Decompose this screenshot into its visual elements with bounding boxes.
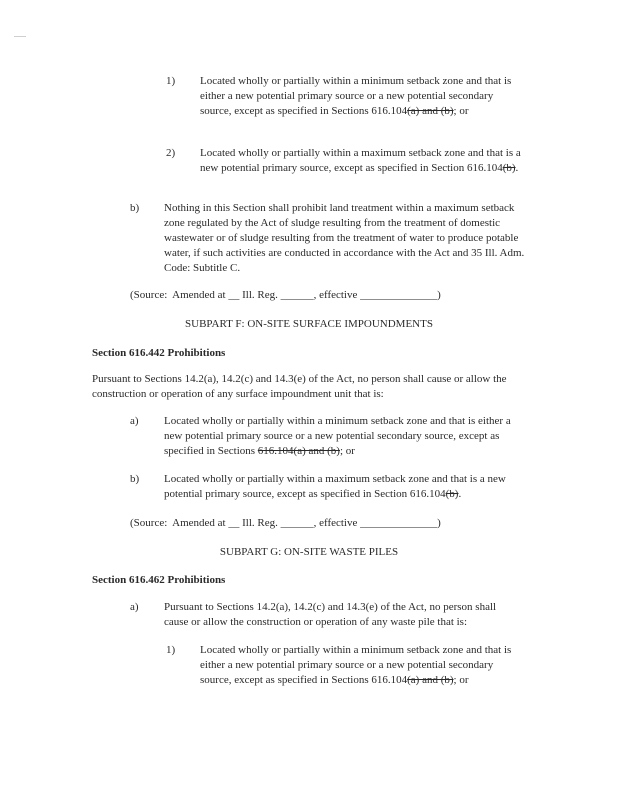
section-title: Section 616.442 Prohibitions xyxy=(92,347,226,359)
subpart-heading: SUBPART G: ON-SITE WASTE PILES xyxy=(219,546,399,558)
item-text: Located wholly or partially within a minimum setback zone and that is either a new potential primary source or a new potential secondary source, except as specified in Sections 616.104(a) and (b); or xyxy=(200,644,512,686)
item-text: Located wholly or partially within a minimum setback zone and that is either a new potential primary source or a new potential secondary source, except as specified in Sections 616.104(a) and (b); or xyxy=(164,415,511,457)
source-note: (Source: Amended at __ Ill. Reg. ______, effective ______________) xyxy=(130,289,441,301)
item-number: 1) xyxy=(166,75,176,87)
item-text: Pursuant to Sections 14.2(a), 14.2(c) and 14.3(e) of the Act, no person shall cause or allow the construction or operation of any waste pile that is: xyxy=(164,601,497,628)
item-number: a) xyxy=(130,415,139,427)
item-text: Located wholly or partially within a maximum setback zone and that is a new potential primary source, except as specified in Section 616.104(b). xyxy=(200,147,521,174)
struck-text: 616.104(a) and (b) xyxy=(257,445,340,457)
source-note: (Source: Amended at __ Ill. Reg. ______, effective ______________) xyxy=(130,517,441,529)
struck-text: (a) and (b) xyxy=(407,674,454,686)
item-text: Located wholly or partially within a minimum setback zone and that is either a new potential primary source or a new potential secondary source, except as specified in Sections 616.104(a) and (b); or xyxy=(200,75,512,117)
item-text: Nothing in this Section shall prohibit land treatment within a maximum setback zone regulated by the Act of sludge resulting from the treatment of domestic wastewater or of sludge resulting from the treatment of water to produce potable water, if such activities are conducted in accordance with the Act and 35 Ill. Adm. Code: Subtitle C. xyxy=(164,202,525,274)
subpart-heading: SUBPART F: ON-SITE SURFACE IMPOUNDMENTS xyxy=(185,318,433,330)
struck-text: (b) xyxy=(445,488,459,500)
struck-text: (b) xyxy=(502,162,516,174)
struck-text: (a) and (b) xyxy=(407,105,454,117)
item-number: b) xyxy=(130,473,140,485)
item-number: 1) xyxy=(166,644,176,656)
item-number: a) xyxy=(130,601,139,613)
item-number: 2) xyxy=(166,147,176,159)
section-intro: Pursuant to Sections 14.2(a), 14.2(c) and 14.3(e) of the Act, no person shall cause or allow the construction or operation of any surface impoundment unit that is: xyxy=(92,373,507,400)
item-text: Located wholly or partially within a maximum setback zone and that is a new potential primary source, except as specified in Section 616.104(b). xyxy=(164,473,506,500)
section-title: Section 616.462 Prohibitions xyxy=(92,574,226,586)
scan-mark xyxy=(14,36,26,37)
item-number: b) xyxy=(130,202,140,214)
